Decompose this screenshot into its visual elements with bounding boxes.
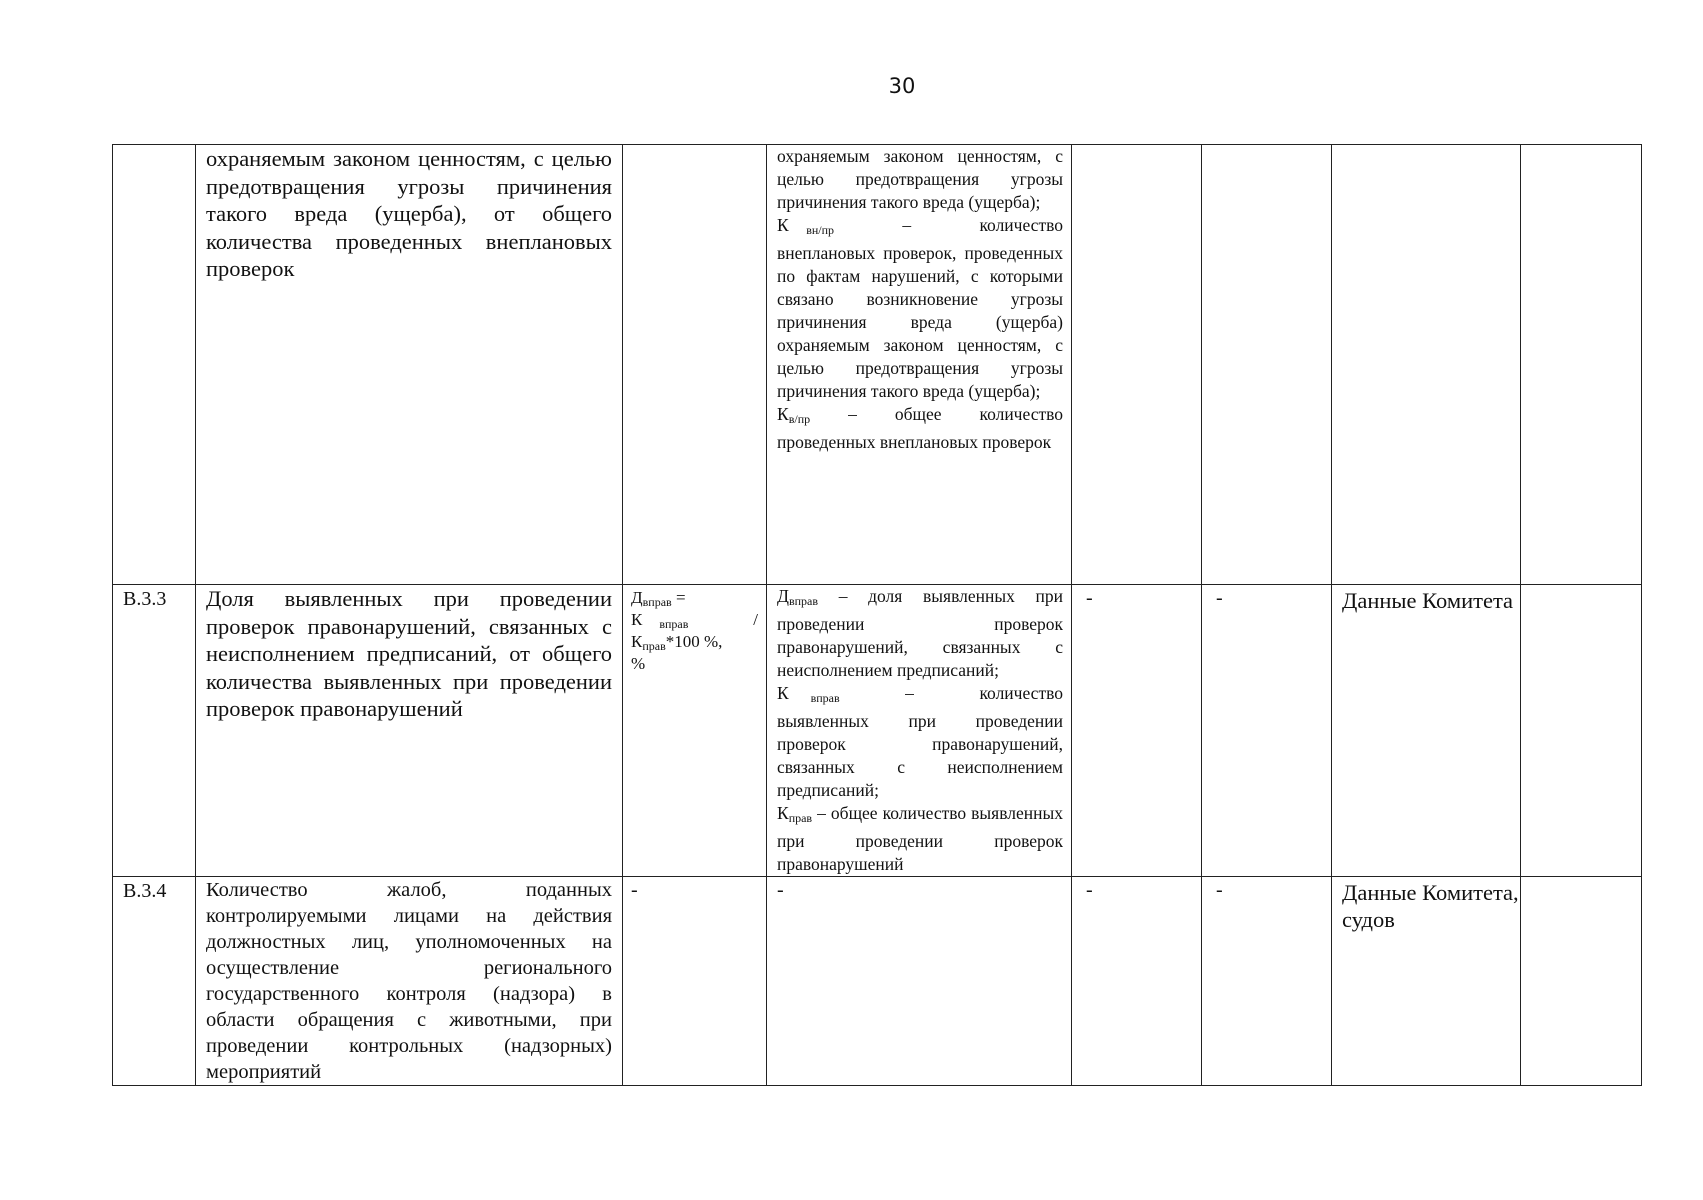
description-part: выявленных при проведении проверок правонарушений, связанных с неисполнением предписаний; bbox=[777, 711, 1063, 800]
indicator-text: Доля выявленных при проведении проверок правонарушений, связанных с неисполнением предписаний, от общего количества выявленных при проведении проверок правонарушений bbox=[196, 585, 623, 877]
empty-cell bbox=[1521, 585, 1642, 877]
dash: – bbox=[905, 683, 914, 703]
variable-symbol: К bbox=[777, 404, 789, 424]
variable-subscript: вправ bbox=[659, 617, 689, 631]
variable-symbol: К bbox=[777, 683, 789, 703]
source-cell: Данные Комитета bbox=[1332, 585, 1521, 877]
dash: – bbox=[902, 215, 912, 235]
value-cell: - bbox=[1202, 585, 1332, 877]
variable-definition bbox=[777, 585, 1063, 682]
variable-subscript: прав bbox=[788, 811, 813, 825]
row-code: В.3.4 bbox=[113, 877, 196, 1086]
variable-definition bbox=[777, 214, 1063, 242]
value-cell: - bbox=[1072, 877, 1202, 1086]
empty-cell bbox=[1521, 877, 1642, 1086]
empty-cell bbox=[1332, 145, 1521, 585]
table-row bbox=[113, 145, 1642, 585]
empty-cell bbox=[1521, 145, 1642, 585]
description-cell: - bbox=[767, 877, 1072, 1086]
variable-symbol: К bbox=[631, 610, 643, 629]
variable-subscript: вн/пр bbox=[806, 223, 835, 237]
description-part: – общее количество проведенных внеплановых проверок bbox=[777, 404, 1063, 452]
formula-cell bbox=[623, 585, 767, 877]
value-cell: - bbox=[1072, 585, 1202, 877]
description-cell bbox=[767, 585, 1072, 877]
table-row bbox=[113, 877, 1642, 1086]
formula-tail: *100 %, bbox=[665, 632, 723, 651]
description-word: количество bbox=[979, 215, 1063, 235]
description-part: – общее количество выявленных при проведении проверок правонарушений bbox=[777, 803, 1063, 874]
variable-symbol: Д bbox=[777, 586, 789, 606]
formula-line bbox=[631, 589, 758, 611]
empty-cell bbox=[1202, 145, 1332, 585]
description-part: – доля выявленных при проведении проверок правонарушений, связанных с неисполнением предписаний; bbox=[777, 586, 1063, 680]
page-number: 30 bbox=[888, 74, 916, 98]
description-word: количество bbox=[979, 683, 1063, 703]
formula-cell: - bbox=[623, 877, 767, 1086]
description-cell bbox=[767, 145, 1072, 585]
description-part: внеплановых проверок, проведенных по фактам нарушений, с которыми связано возникновение угрозы причинения вреда (ущерба) охраняемым законом ценностям, с целью предотвращения угрозы причинения такого вреда (ущерба); bbox=[777, 243, 1063, 401]
equals-sign: = bbox=[675, 588, 686, 607]
description-part: охраняемым законом ценностям, с целью предотвращения угрозы причинения такого вреда (ущерба); bbox=[777, 146, 1063, 212]
indicators-table bbox=[112, 144, 1642, 1086]
empty-cell bbox=[1072, 145, 1202, 585]
formula-cell bbox=[623, 145, 767, 585]
table-row bbox=[113, 585, 1642, 877]
variable-subscript: вправ bbox=[642, 595, 672, 609]
variable-symbol: К bbox=[777, 803, 789, 823]
indicator-text: охраняемым законом ценностям, с целью предотвращения угрозы причинения такого вреда (ущерба), от общего количества проведенных внеплановых проверок bbox=[196, 145, 623, 585]
variable-symbol: Д bbox=[631, 588, 643, 607]
source-cell: Данные Комитета, судов bbox=[1332, 877, 1521, 1086]
variable-subscript: прав bbox=[642, 639, 666, 653]
value-cell: - bbox=[1202, 877, 1332, 1086]
division-sign: / bbox=[753, 610, 758, 629]
variable-symbol: К bbox=[631, 632, 643, 651]
variable-symbol: К bbox=[777, 215, 789, 235]
formula-line bbox=[631, 633, 758, 655]
row-code bbox=[113, 145, 196, 585]
row-code: В.3.3 bbox=[113, 585, 196, 877]
variable-definition bbox=[777, 403, 1063, 454]
indicator-text: Количество жалоб, поданных контролируемыми лицами на действия должностных лиц, уполномоченных на осуществление регионального государственного контроля (надзора) в области обращения с животными, при проведении контрольных (надзорных) мероприятий bbox=[196, 877, 623, 1086]
variable-definition bbox=[777, 802, 1063, 876]
variable-subscript: вправ bbox=[788, 594, 819, 608]
formula-unit: % bbox=[631, 654, 646, 673]
variable-subscript: вправ bbox=[810, 691, 840, 705]
variable-subscript: в/пр bbox=[788, 412, 811, 426]
variable-definition bbox=[777, 682, 1063, 710]
formula-line bbox=[631, 611, 758, 633]
